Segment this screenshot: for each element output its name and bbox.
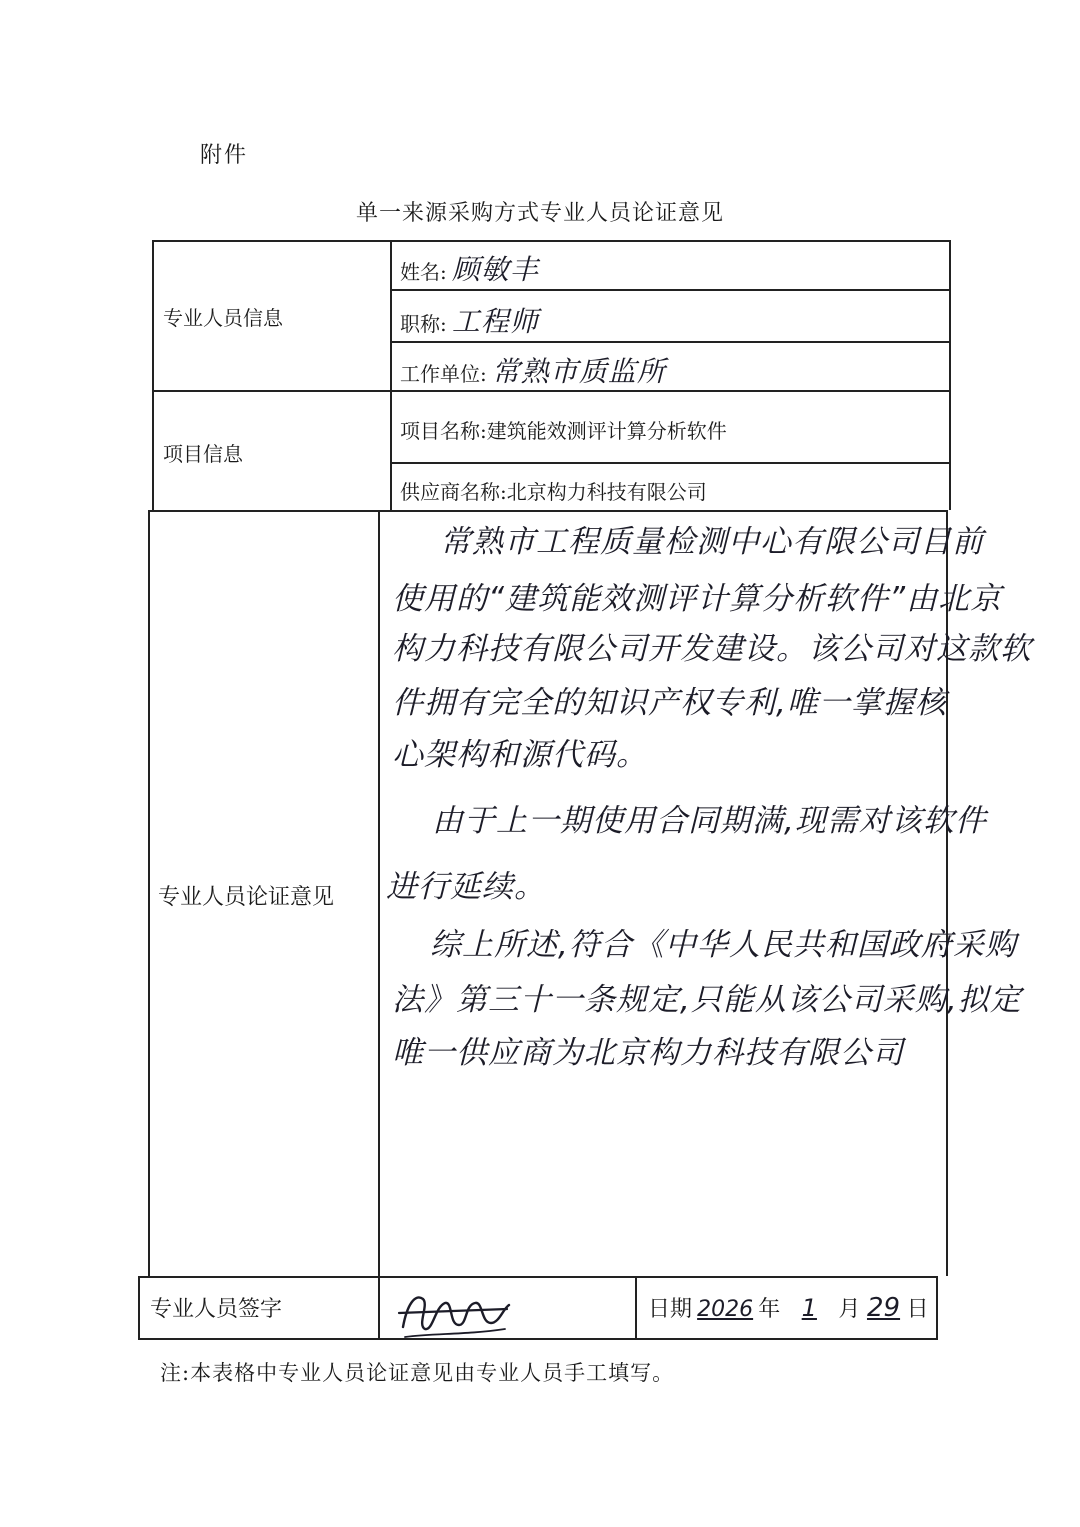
name-value: 顾敏丰 xyxy=(451,253,539,286)
table-line-right-mid xyxy=(946,510,948,1276)
table-line-bottom xyxy=(138,1338,938,1340)
table-line-col-upper xyxy=(390,240,392,510)
document-title: 单一来源采购方式专业人员论证意见 xyxy=(355,201,724,226)
table-line-left-upper xyxy=(152,240,154,510)
table-line-project-mid xyxy=(390,462,950,464)
expert-info-label: 专业人员信息 xyxy=(163,306,283,330)
opinion-line: 构力科技有限公司开发建设。该公司对这款软 xyxy=(392,631,1032,667)
date-month-suffix: 月 xyxy=(838,1297,861,1322)
date-year-suffix: 年 xyxy=(758,1297,781,1322)
signature-scribble xyxy=(395,1285,515,1341)
table-line-left-lower xyxy=(138,1276,140,1338)
table-line-opinion-bottom xyxy=(140,1276,938,1278)
footnote: 注:本表格中专业人员论证意见由专业人员手工填写。 xyxy=(160,1361,675,1385)
table-line-top xyxy=(152,240,950,242)
date-month: 1 xyxy=(801,1294,817,1322)
opinion-line: 由于上一期使用合同期满,现需对该软件 xyxy=(432,803,987,839)
table-line-name-bottom xyxy=(390,289,950,291)
table-line-right-lower xyxy=(936,1276,938,1338)
date-day-suffix: 日 xyxy=(906,1297,929,1322)
opinion-line: 法》第三十一条规定,只能从该公司采购,拟定 xyxy=(392,982,1022,1018)
table-line-project-bottom xyxy=(150,510,948,512)
opinion-line: 使用的“建筑能效测评计算分析软件”由北京 xyxy=(392,581,1003,617)
job-title-value: 工程师 xyxy=(451,305,539,338)
opinion-line: 件拥有完全的知识产权专利,唯一掌握核 xyxy=(392,685,947,721)
opinion-label: 专业人员论证意见 xyxy=(158,885,335,910)
employer-label: 工作单位: xyxy=(400,362,487,386)
job-title-field xyxy=(400,300,539,340)
date-field xyxy=(648,1292,929,1323)
name-field xyxy=(400,248,539,288)
job-title-label: 职称: xyxy=(400,312,447,336)
table-line-date-divider xyxy=(635,1276,637,1338)
opinion-line: 心架构和源代码。 xyxy=(392,737,648,773)
project-info-label: 项目信息 xyxy=(163,442,243,466)
date-day: 29 xyxy=(866,1293,901,1323)
project-name: 项目名称:建筑能效测评计算分析软件 xyxy=(400,419,727,443)
date-year: 2026 xyxy=(697,1297,754,1322)
employer-field xyxy=(400,350,666,390)
opinion-line: 综上所述,符合《中华人民共和国政府采购 xyxy=(430,927,1017,963)
attachment-label: 附件 xyxy=(200,143,249,168)
opinion-line: 常熟市工程质量检测中心有限公司目前 xyxy=(440,524,984,560)
table-line-left-mid xyxy=(148,510,150,1276)
name-label: 姓名: xyxy=(400,260,447,284)
opinion-line: 进行延续。 xyxy=(386,869,546,905)
table-line-right-upper xyxy=(949,240,951,510)
date-label: 日期 xyxy=(648,1297,693,1322)
supplier-name: 供应商名称:北京构力科技有限公司 xyxy=(400,480,707,504)
table-line-expert-bottom xyxy=(152,390,950,392)
table-line-title-bottom xyxy=(390,341,950,343)
opinion-line: 唯一供应商为北京构力科技有限公司 xyxy=(392,1035,904,1071)
employer-value: 常熟市质监所 xyxy=(491,355,666,388)
table-line-col-lower xyxy=(378,510,380,1338)
handwritten-signature xyxy=(395,1285,515,1341)
signature-label: 专业人员签字 xyxy=(150,1297,283,1322)
